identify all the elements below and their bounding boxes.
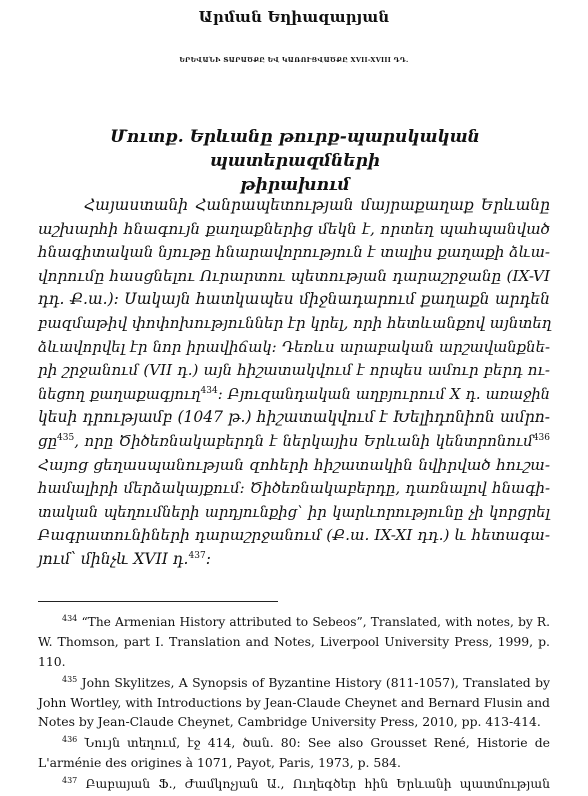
body-line: բազմաթիվ փոփոխություններ էր կրել, որի հետևանքով այնտեղ xyxy=(38,313,552,332)
body-paragraph xyxy=(38,194,550,572)
footnotes xyxy=(38,613,550,796)
footnote-434 xyxy=(38,613,550,671)
footnote-ref-437[interactable]: 437 xyxy=(188,550,206,561)
body-line: համալիրի մերձակայքում: Ծիծեռնակաբերդը, դառնալով հնագի- xyxy=(38,479,550,498)
footnote-line: L'arménie des origines à 1071, Payot, Paris, 1973, p. 584. xyxy=(38,754,401,770)
body-line: տական պեղումների արդյունքից՝ իր կարևորությունը չի կորցրել xyxy=(38,503,550,521)
footnote-437 xyxy=(38,774,550,793)
body-line: Բագրատունիների դարաշրջանում (Ք.ա. IX-XI դդ.) և հետագա- xyxy=(38,526,550,545)
footnote-line: $^{434}$ “The Armenian History attributed to Sebeos”, Translated, with notes, by R. xyxy=(62,613,550,629)
footnote-number: 436 xyxy=(62,735,78,745)
body-line: կեսի դրությամբ (1047 թ.) հիշատակվում է Խելիդոնիոն ամրո- xyxy=(38,408,550,427)
footnote-ref-435[interactable]: 435 xyxy=(57,432,75,443)
footnote-line: Notes by Jean-Claude Cheynet, Cambridge University Press, 2010, pp. 413-414. xyxy=(38,714,541,730)
footnote-line: $^{435}$ John Skylitzes, A Synopsis of Byzantine History (811-1057), Translated by xyxy=(62,675,550,691)
footnote-divider xyxy=(38,601,278,602)
footnote-number: 435 xyxy=(62,675,78,685)
footnote-line: 110. xyxy=(38,653,66,669)
body-line: նեցող քաղաքագյուղ$^{434}$: Բյուզանդական աղբյուրում X դ. առաջին xyxy=(38,385,551,403)
body-line: ձևավորվել էր նոր իրավիճակ: Դեռևս արաբական արշավանքնե- xyxy=(38,337,550,356)
body-line: ցը$^{435}$, որը Ծիծեռնակաբերդն է ներկայիս Երևանի կենտրոնում$^{436}$ xyxy=(38,431,550,450)
footnote-line: W. Thomson, part I. Translation and Notes, Liverpool University Press, 1999, p. xyxy=(38,634,550,650)
body-line: Հայաստանի Հանրապետության մայրաքաղաք Երևանը xyxy=(84,196,550,214)
footnote-line: $^{436}$ Նույն տեղում, էջ 414, ծան. 80: See also Grousset René, Historie de xyxy=(62,735,550,751)
footnote-number: 437 xyxy=(62,776,78,786)
footnote-ref-434[interactable]: 434 xyxy=(200,385,218,396)
section-title-line-1: Մուտք. Երևանը թուրք-պարսկական պատերազմների xyxy=(110,127,480,171)
body-line: վորումը հասցնելու Ուրարտու պետության դարաշրջանը (IX-VI xyxy=(38,266,550,285)
body-line: րի շրջանում (VII դ.) այն հիշատակվում է որպես ամուր բերդ ու- xyxy=(38,361,550,380)
footnote-line: $^{437}$ Բաբայան Ֆ., Ժամկոչյան Ա., Ուղեգծեր հին Երևանի պատմության xyxy=(62,776,550,792)
body-line: յում՝ մինչև XVII դ.$^{437}$: xyxy=(38,549,211,568)
body-line: աշխարհի հնագույն քաղաքներից մեկն է, որտեղ պահպանված xyxy=(38,219,550,238)
section-title-line-2: թիրախում xyxy=(240,175,350,195)
footnote-ref-436[interactable]: 436 xyxy=(532,432,550,443)
book-title: ԵՐԵՎԱՆԻ ՏԱՐԱԾՔԸ ԵՎ ԿԱՌՈՒՑՎԱԾՔԸ XVII-XVIII ԴԴ. xyxy=(179,56,409,64)
footnote-number: 434 xyxy=(62,613,78,623)
body-line: հնագիտական նյութը հնարավորություն է տալիս քաղաքի ձևա- xyxy=(38,243,550,262)
footnote-435 xyxy=(38,673,550,731)
footnote-436 xyxy=(38,733,550,772)
footnote-line: John Wortley, with Introductions by Jean-Claude Cheynet and Bernard Flusin and xyxy=(38,694,550,710)
body-line: դդ. Ք.ա.): Սակայն հատկապես միջնադարում քաղաքն արդեն xyxy=(38,290,550,309)
running-author: Արման Եղիազարյան xyxy=(198,8,390,26)
body-line: Հայոց ցեղասպանության զոհերի հիշատակին նվիրված հուշա- xyxy=(38,455,550,474)
section-title xyxy=(70,125,520,197)
